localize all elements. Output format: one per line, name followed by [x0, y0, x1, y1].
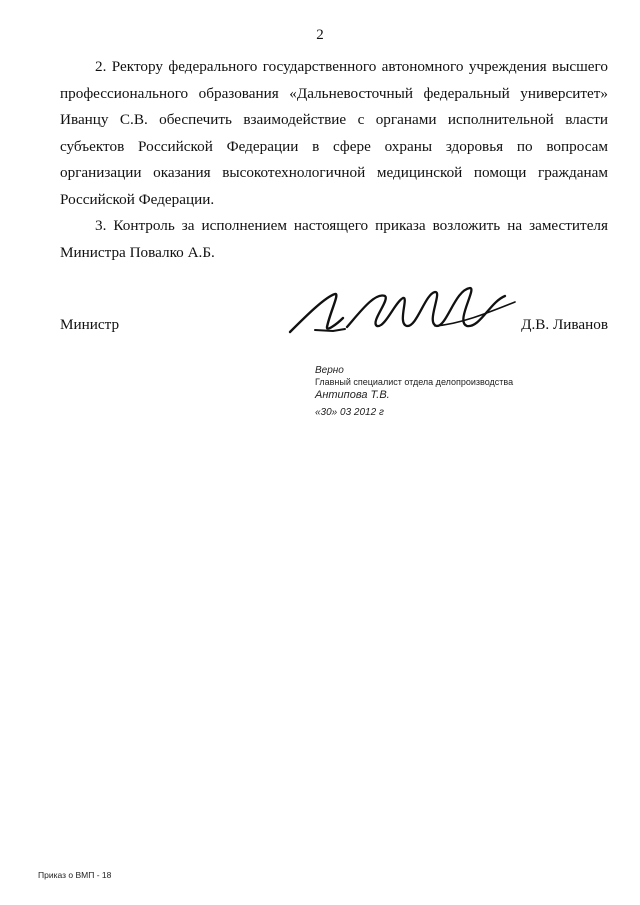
page-number: 2: [316, 27, 324, 43]
stamp-official-name: Антипова Т.В.: [315, 389, 390, 401]
certification-stamp: [315, 365, 514, 423]
paragraph-2: 2. Ректору федерального государственного автономного учреждения высшего профессионального образования «Дальневосточный федеральный университет» Иванцу С.В. обеспечить взаимодействие с органами исполнительной власти субъектов Российской Федерации в сфере охраны здоровья по вопросам организации оказания высокотехнологичной медицинской помощи гражданам Российской Федерации.: [60, 58, 608, 208]
stamp-verified: Верно: [315, 365, 344, 376]
signer-name: Д.В. Ливанов: [521, 316, 608, 333]
footer-doc-id: Приказ о ВМП - 18: [38, 870, 112, 880]
stamp-position: Главный специалист отдела делопроизводства: [315, 377, 514, 387]
signer-title: Министр: [60, 316, 120, 333]
paragraph-3: 3. Контроль за исполнением настоящего приказа возложить на заместителя Министра Повалко А.Б.: [60, 217, 608, 261]
handwritten-signature: [285, 282, 535, 342]
stamp-date: «30» 03 2012 г: [315, 407, 384, 418]
document-body: [60, 54, 608, 266]
